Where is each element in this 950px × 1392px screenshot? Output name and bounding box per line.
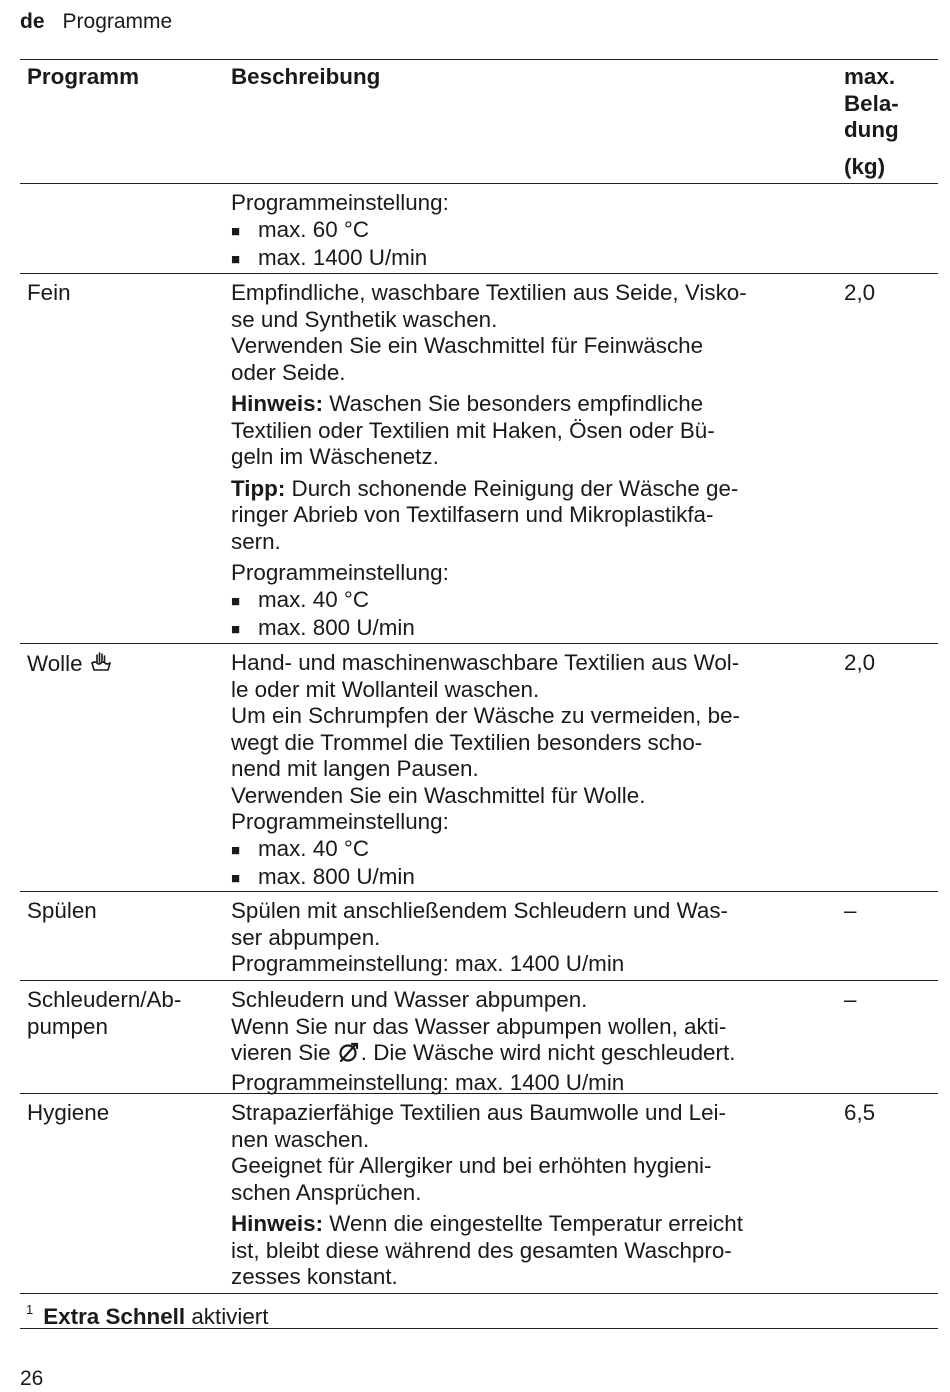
note: Hinweis: Wenn die eingestellte Temperatur erreicht: [231, 1211, 743, 1236]
setting-temperature: ■ max. 60 °C: [231, 217, 831, 246]
hand-wash-icon: [89, 650, 113, 681]
table-top-rule: [20, 59, 938, 60]
column-header-program: Programm: [27, 64, 139, 89]
program-description-schleudern: Schleudern und Wasser abpumpen. Wenn Sie nur das Wasser abpumpen wollen, akti- vieren Sie . Die Wäsche wird nicht geschleudert. Programmeinstellung: max. 1400 U/min: [231, 987, 736, 1095]
program-description-spuelen: Spülen mit anschließendem Schleudern und Was- ser abpumpen. Programmeinstellung: max. 1400 U/min: [231, 898, 728, 976]
program-description-wolle: Hand- und maschinenwaschbare Textilien aus Wol- le oder mit Wollanteil waschen. Um ein Schrumpfen der Wäsche zu vermeiden, be- wegt die Trommel die Textilien besonders scho- nend mit langen Pausen. Verwenden Sie ein Waschmittel für Wolle. Programmeinstellung: ■ max. 40 °C ■ max. 800 U/min: [231, 650, 831, 893]
footnote-mark: 1: [26, 1302, 34, 1317]
program-name-schleudern: Schleudern/Ab- pumpen: [27, 987, 182, 1039]
max-load-spuelen: –: [844, 898, 857, 923]
continued-row-description: Programmeinstellung: ■ max. 60 °C ■ max. 1400 U/min: [231, 190, 831, 274]
page-header: [20, 8, 172, 36]
language-code: de: [20, 10, 45, 33]
program-name-fein: Fein: [27, 280, 71, 305]
footnote-text: aktiviert: [185, 1304, 269, 1329]
no-spin-icon: [337, 1041, 361, 1070]
program-name-hygiene: Hygiene: [27, 1100, 110, 1125]
page-number: 26: [20, 1367, 44, 1390]
note: Hinweis: Waschen Sie besonders empfindliche: [231, 391, 704, 416]
column-header-max-load: max. Bela- dung (kg): [844, 64, 899, 179]
max-load-schleudern: –: [844, 987, 857, 1012]
program-name-wolle: Wolle: [27, 650, 222, 681]
program-description-fein: Empfindliche, waschbare Textilien aus Seide, Visko- se und Synthetik waschen. Verwenden Sie ein Waschmittel für Feinwäsche oder Seide. Hinweis: Waschen Sie besonders empfindliche Textilien oder Textilien mit Haken, Ösen oder Bü- geln im Wäschenetz. Tipp: Durch schonende Reinigung der Wäsche ge- ringer Abrieb von Textilfasern und Mikroplastikfa- sern. Programmeinstellung: ■ max. 40 °C ■ max. 800 U/min: [231, 280, 831, 644]
row-divider: [20, 980, 938, 981]
section-title: Programme: [62, 10, 173, 33]
column-header-description: Beschreibung: [231, 64, 381, 89]
max-load-hygiene: 6,5: [844, 1100, 876, 1125]
footnote-bold: Extra Schnell: [43, 1304, 186, 1329]
max-load-wolle: 2,0: [844, 650, 876, 675]
max-load-fein: 2,0: [844, 280, 876, 305]
program-name-spuelen: Spülen: [27, 898, 97, 923]
setting-spin: ■ max. 800 U/min: [231, 615, 831, 644]
setting-temperature: ■ max. 40 °C: [231, 836, 831, 865]
tip: Tipp: Durch schonende Reinigung der Wäsche ge-: [231, 475, 739, 501]
setting-temperature: ■ max. 40 °C: [231, 587, 831, 616]
setting-spin: ■ max. 800 U/min: [231, 864, 831, 893]
program-description-hygiene: Strapazierfähige Textilien aus Baumwolle und Lei- nen waschen. Geeignet für Allergiker und bei erhöhten hygieni- schen Ansprüchen. Hinweis: Wenn die eingestellte Temperatur erreicht ist, bleibt diese während des gesamten Waschpro- zesses konstant.: [231, 1100, 831, 1291]
setting-spin: ■ max. 1400 U/min: [231, 245, 831, 274]
footnote: [26, 1297, 268, 1331]
table-bottom-rule: [20, 1293, 938, 1294]
header-row-rule: [20, 183, 938, 184]
